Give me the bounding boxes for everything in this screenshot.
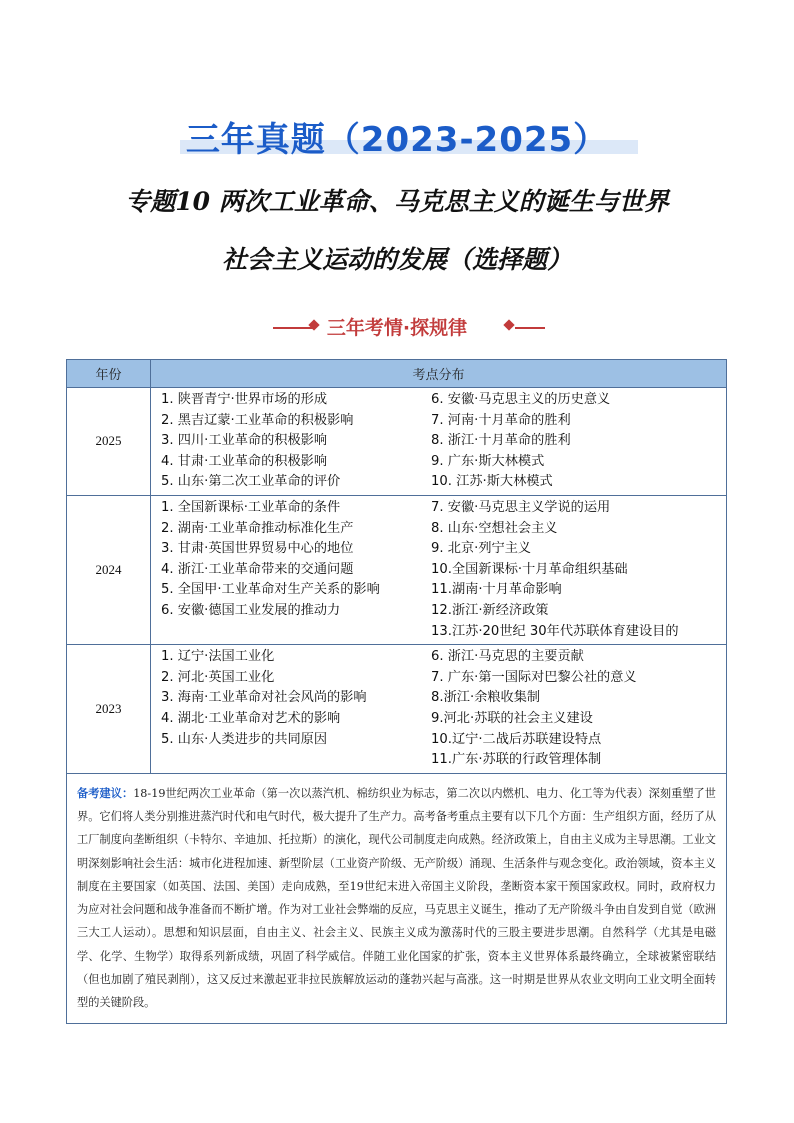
- topics-cell: [151, 645, 727, 774]
- topics-right-column: [431, 647, 637, 771]
- list-item: 11.湖南·十月革命影响: [431, 582, 562, 598]
- exam-distribution-table: [66, 359, 727, 1024]
- advice-cell: [67, 773, 727, 1023]
- list-item: 3. 甘肃·英国世界贸易中心的地位: [161, 541, 354, 557]
- list-item: 4. 甘肃·工业革命的积极影响: [161, 453, 328, 469]
- advice-label: 备考建议：: [77, 785, 134, 800]
- list-item: 3. 海南·工业革命对社会风尚的影响: [161, 690, 367, 706]
- page-title: 三年真题（2023-2025）: [185, 120, 609, 160]
- list-item: 10.辽宁·二战后苏联建设特点: [431, 731, 602, 747]
- list-item: 5. 全国甲·工业革命对生产关系的影响: [161, 582, 380, 598]
- table-row: [67, 388, 727, 496]
- year-cell: 2024: [67, 495, 151, 644]
- topics-cell: [151, 388, 727, 496]
- list-item: 7. 河南·十月革命的胜利: [431, 412, 571, 428]
- list-item: 6. 安徽·德国工业发展的推动力: [161, 602, 341, 618]
- topics-left-column: [161, 498, 431, 642]
- list-item: 4. 湖北·工业革命对艺术的影响: [161, 710, 341, 726]
- list-item: 1. 陕晋青宁·世界市场的形成: [161, 392, 328, 407]
- list-item: 13.江苏·20世纪 30年代苏联体育建设目的: [431, 623, 679, 639]
- advice-row: [67, 773, 727, 1023]
- list-item: 2. 河北·英国工业化: [161, 669, 275, 685]
- topics-left-column: [161, 390, 431, 493]
- list-item: 1. 辽宁·法国工业化: [161, 649, 275, 665]
- topic-subtitle-line1: 专题10 两次工业革命、马克思主义的诞生与世界: [125, 187, 669, 216]
- header-topics: 考点分布: [151, 360, 727, 388]
- list-item: 10.全国新课标·十月革命组织基础: [431, 561, 628, 577]
- header-year: 年份: [67, 360, 151, 388]
- list-item: 8. 浙江·十月革命的胜利: [431, 433, 571, 449]
- list-item: 2. 湖南·工业革命推动标准化生产: [161, 520, 354, 536]
- list-item: 9.河北·苏联的社会主义建设: [431, 710, 593, 726]
- list-item: 3. 四川·工业革命的积极影响: [161, 433, 328, 449]
- advice-text: 18-19世纪两次工业革命（第一次以蒸汽机、棉纺织业为标志，第二次以内燃机、电力、化工等为代表）深刻重塑了世界。它们将人类分别推进蒸汽时代和电气时代，极大提升了生产力。高考备考重点主要有以下几个方面：生产组织方面，经历了从工厂制度向垄断组织（卡特尔、辛迪加、托拉斯）的演化，现代公司制度走向成熟。经济政策上，自由主义成为主导思潮。工业文明深刻影响社会生活：城市化进程加速、新型阶层（工业资产阶级、无产阶级）涌现、生活条件与观念变化。政治领域，资本主义制度在主要国家（如英国、法国、美国）走向成熟，至19世纪末进入帝国主义阶段，垄断资本家干预国家政权。同时，政府权力为应对社会问题和战争准备而不断扩增。作为对工业社会弊端的反应，马克思主义诞生，推动了无产阶级斗争由自发到自觉（欧洲三大工人运动）。思想和知识层面，自由主义、社会主义、民族主义成为激荡时代的三股主要进步思潮。自然科学（尤其是电磁学、化学、生物学）取得系列新成绩，巩固了科学威信。伴随工业化国家的扩张，资本主义世界体系最终确立，全球被紧密联结（但也加剧了殖民剥削），这又反过来激起亚非拉民族解放运动的蓬勃兴起与高涨。这一时期是世界从农业文明向工业文明全面转型的关键阶段。: [77, 786, 716, 1010]
- list-item: 7. 广东·第一国际对巴黎公社的意义: [431, 669, 637, 685]
- section-header: [0, 311, 794, 341]
- list-item: 5. 山东·人类进步的共同原因: [161, 731, 328, 747]
- table-row: [67, 495, 727, 644]
- topics-right-column: [431, 390, 610, 493]
- list-item: 2. 黑吉辽蒙·工业革命的积极影响: [161, 412, 354, 428]
- table-header-row: [67, 360, 727, 388]
- list-item: 12.浙江·新经济政策: [431, 602, 549, 618]
- year-cell: 2023: [67, 645, 151, 774]
- list-item: 1. 全国新课标·工业革命的条件: [161, 499, 341, 515]
- list-item: 8.浙江·余粮收集制: [431, 690, 541, 706]
- topics-right-column: [431, 498, 679, 642]
- table-row: [67, 645, 727, 774]
- topic-subtitle-line2: 社会主义运动的发展（选择题）: [221, 245, 572, 274]
- list-item: 6. 安徽·马克思主义的历史意义: [431, 392, 611, 407]
- list-item: 9. 北京·列宁主义: [431, 541, 532, 557]
- topics-cell: [151, 495, 727, 644]
- list-item: 8. 山东·空想社会主义: [431, 520, 558, 536]
- list-item: 9. 广东·斯大林模式: [431, 453, 545, 469]
- section-line-right: [515, 327, 545, 329]
- list-item: 6. 浙江·马克思的主要贡献: [431, 649, 584, 665]
- year-cell: 2025: [67, 388, 151, 496]
- topics-left-column: [161, 647, 431, 771]
- section-title: 三年考情·探规律: [326, 317, 468, 339]
- list-item: 10. 江苏·斯大林模式: [431, 474, 553, 490]
- list-item: 11.广东·苏联的行政管理体制: [431, 752, 602, 768]
- list-item: 4. 浙江·工业革命带来的交通问题: [161, 561, 354, 577]
- list-item: 5. 山东·第二次工业革命的评价: [161, 474, 341, 490]
- list-item: 7. 安徽·马克思主义学说的运用: [431, 499, 611, 515]
